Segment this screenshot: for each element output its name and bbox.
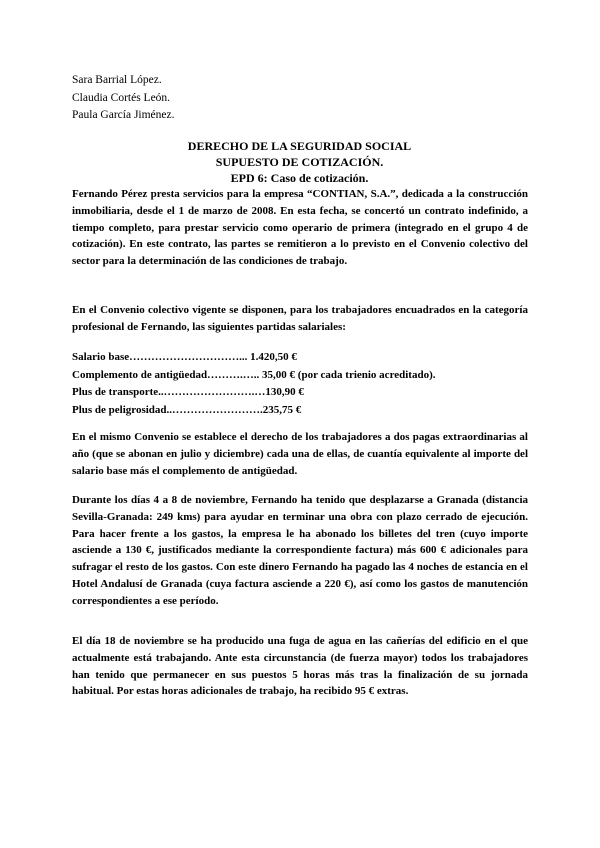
document-title-block — [72, 138, 527, 186]
salary-items-list — [72, 349, 436, 419]
paragraph-pagas: En el mismo Convenio se establece el derecho de los trabajadores a dos pagas extraordinarias al año (que se abonan en julio y diciembre) cada una de ellas, de cuantía equivalente al importe del salario base más el complemento de antigüedad. — [72, 431, 528, 477]
course-title: DERECHO DE LA SEGURIDAD SOCIAL — [187, 139, 412, 153]
salary-item: Plus de transporte..…………………….…130,90 € — [72, 386, 304, 398]
salary-item: Complemento de antigüedad……….….. 35,00 € (por cada trienio acreditado). — [72, 368, 436, 381]
author-list — [72, 72, 175, 125]
paragraph-fuga: El día 18 de noviembre se ha producido una fuga de agua en las cañerías del edificio en el que actualmente está trabajando. Ante esta circunstancia (de fuerza mayor) todos los trabajadores han tenido que permanecer en sus puestos 5 horas más tras la finalización de su jornada habitual. Por estas horas adicionales de trabajo, ha recibido 95 € extras. — [72, 635, 528, 698]
salary-item: Salario base…………………………... 1.420,50 € — [72, 351, 297, 363]
paragraph-desplazamiento: Durante los días 4 a 8 de noviembre, Fernando ha tenido que desplazarse a Granada (distancia Sevilla-Granada: 249 kms) para ayudar en terminar una obra con plazo cerrado de ejecución. Para hacer frente a los gastos, la empresa le ha abonado los billetes del tren (cuyo importe asciende a 130 €, justificados mediante la correspondiente factura) más 600 € adicionales para sufragar el resto de los gastos. Con este dinero Fernando ha pagado las 4 noches de estancia en el Hotel Andalusí de Granada (cuya factura asciende a 220 €), así como los gastos de manutención correspondientes a ese período. — [72, 494, 528, 607]
paragraph-intro: Fernando Pérez presta servicios para la empresa “CONTIAN, S.A.”, dedicada a la construcción inmobiliaria, desde el 1 de marzo de 2008. En esta fecha, se concertó un contrato indefinido, a tiempo completo, para prestar servicio como operario de primera (integrado en el grupo 4 de cotización). En este contrato, las partes se remitieron a lo previsto en el Convenio colectivo del sector para la determinación de las condiciones de trabajo. — [72, 188, 528, 268]
paragraph-convenio: En el Convenio colectivo vigente se disponen, para los trabajadores encuadrados en la categoría profesional de Fernando, las siguientes partidas salariales: — [72, 304, 528, 333]
author-name: Paula García Jiménez. — [72, 109, 175, 121]
author-name: Sara Barrial López. — [72, 74, 162, 86]
subject-title: SUPUESTO DE COTIZACIÓN. — [215, 155, 384, 169]
epd-title: EPD 6: Caso de cotización. — [230, 171, 369, 185]
author-name: Claudia Cortés León. — [72, 91, 171, 104]
salary-item: Plus de peligrosidad..…………………….235,75 € — [72, 403, 302, 416]
